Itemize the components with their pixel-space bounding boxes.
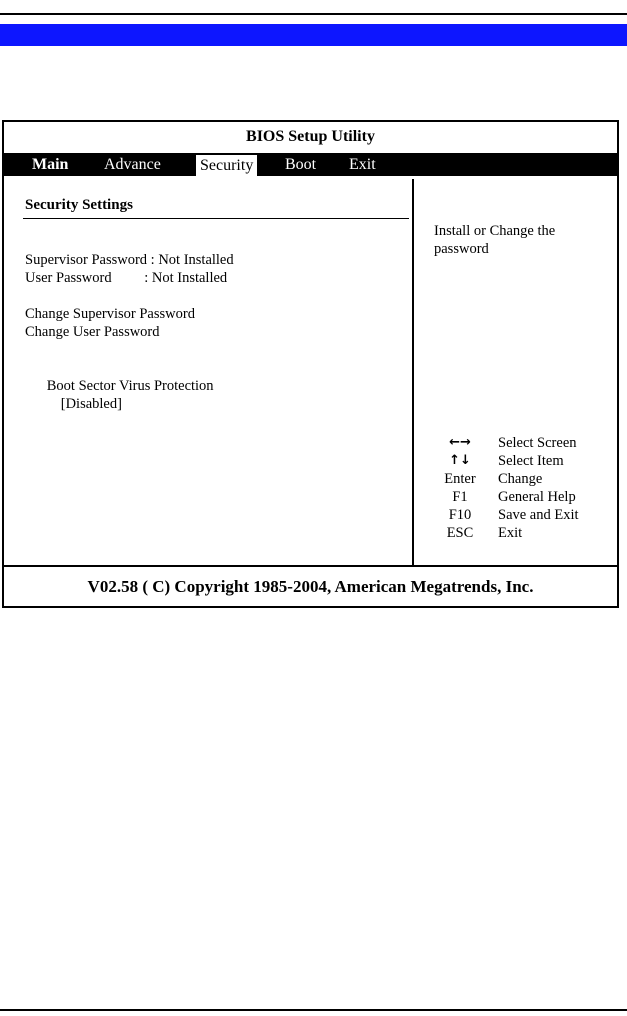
key-label: F1 <box>452 489 468 505</box>
change-user-password-item[interactable]: Change User Password <box>25 324 160 340</box>
up-down-arrows-icon: ↑↓ <box>449 453 471 468</box>
settings-pane <box>4 179 414 565</box>
help-pane <box>414 179 617 565</box>
menu-bar <box>4 153 617 176</box>
key-legend-row <box>434 470 614 488</box>
tab-boot[interactable]: Boot <box>285 156 317 173</box>
change-supervisor-password-item[interactable]: Change Supervisor Password <box>25 306 195 322</box>
page-top-rule <box>0 13 627 15</box>
bios-title: BIOS Setup Utility <box>246 128 375 145</box>
section-divider <box>23 218 409 219</box>
key-label: ESC <box>446 525 474 541</box>
tab-advance[interactable]: Advance <box>104 156 161 173</box>
tab-main[interactable]: Main <box>32 156 69 173</box>
key-desc: Save and Exit <box>498 507 579 523</box>
key-legend-row <box>434 488 614 506</box>
boot-sector-label: Boot Sector Virus Protection <box>46 378 214 394</box>
page-header-bar <box>0 24 627 46</box>
boot-sector-virus-protection-item[interactable] <box>25 359 214 431</box>
item-help-text: Install or Change the password <box>434 223 556 257</box>
key-label: F10 <box>448 507 472 523</box>
bios-window <box>2 120 619 608</box>
boot-sector-value[interactable]: [Disabled] <box>60 396 122 412</box>
key-legend-row <box>434 434 614 452</box>
user-password-status: User Password : Not Installed <box>25 270 228 286</box>
section-title: Security Settings <box>25 197 133 213</box>
left-right-arrows-icon: ←→ <box>449 435 471 450</box>
tab-security[interactable]: Security <box>196 155 257 176</box>
key-legend-row <box>434 452 614 470</box>
tab-exit[interactable]: Exit <box>349 156 376 173</box>
key-desc: General Help <box>498 489 576 505</box>
key-legend-row <box>434 524 614 542</box>
key-desc: Select Screen <box>498 435 577 451</box>
key-legend-row <box>434 506 614 524</box>
key-label: Enter <box>444 471 476 487</box>
key-desc: Exit <box>498 525 523 541</box>
copyright-footer: V02.58 ( C) Copyright 1985-2004, American Megatrends, Inc. <box>4 565 617 606</box>
page-bottom-rule <box>0 1009 627 1011</box>
key-desc: Change <box>498 471 543 487</box>
supervisor-password-status: Supervisor Password : Not Installed <box>25 252 234 268</box>
key-desc: Select Item <box>498 453 564 469</box>
